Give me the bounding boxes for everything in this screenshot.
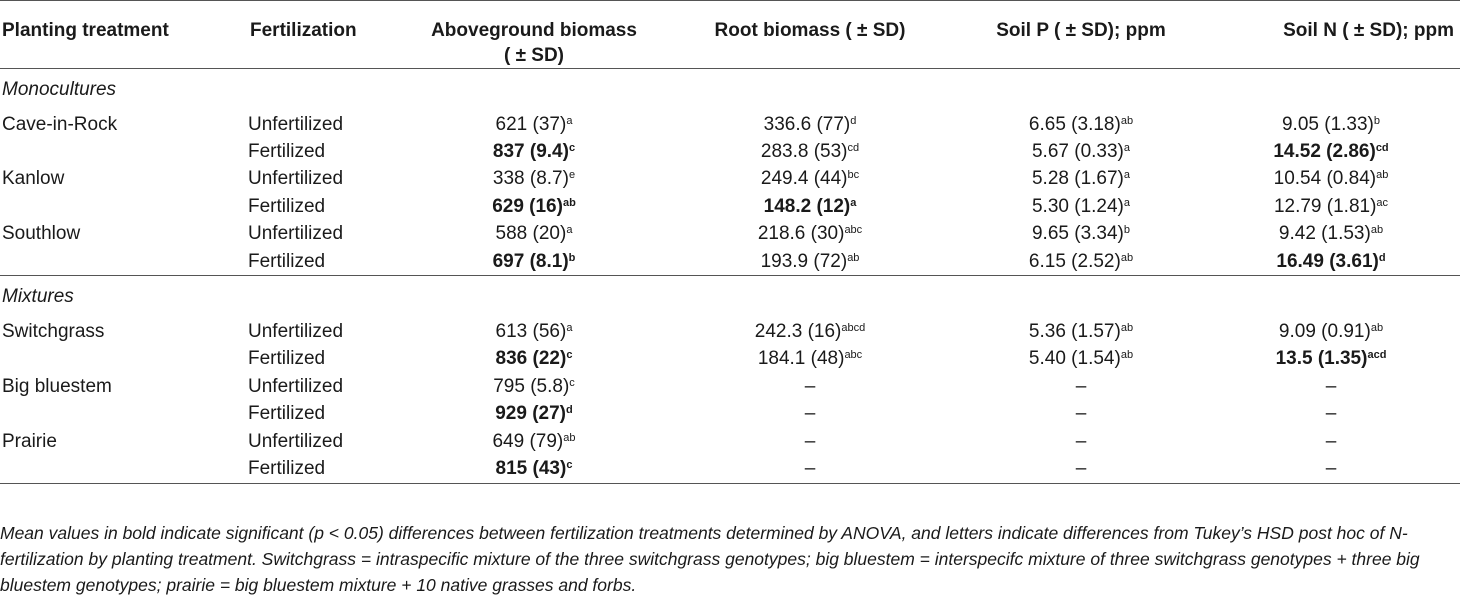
significance-letters: ab	[1370, 321, 1384, 334]
table-row	[0, 138, 1460, 165]
significance-letters: c	[568, 142, 576, 155]
planting-treatment-cell	[0, 138, 248, 165]
cell-value: 9.65 (3.34)	[1031, 223, 1124, 245]
significance-letters: bc	[847, 169, 860, 182]
cell-value: 621 (37)	[495, 113, 567, 135]
cell-value: 218.6 (30)	[757, 223, 845, 245]
aboveground-biomass-cell	[408, 221, 660, 248]
table-row	[0, 111, 1460, 138]
soil-p-cell	[960, 373, 1202, 400]
significance-letters: a	[850, 196, 857, 209]
soil-p-cell	[960, 166, 1202, 193]
section-label: Mixtures	[0, 276, 1460, 319]
significance-letters: a	[566, 321, 573, 334]
table-header	[0, 1, 1460, 69]
planting-treatment-cell	[0, 401, 248, 428]
cell-value: –	[804, 375, 816, 397]
fertilization-cell: Fertilized	[248, 250, 326, 272]
aboveground-biomass-cell	[408, 138, 660, 165]
aboveground-biomass-cell	[408, 193, 660, 220]
significance-letters: ab	[847, 251, 860, 264]
significance-letters: ab	[1120, 114, 1134, 127]
planting-treatment-cell: Cave-in-Rock	[2, 113, 118, 135]
root-biomass-cell	[660, 166, 960, 193]
aboveground-biomass-cell	[408, 346, 660, 373]
soil-n-cell	[1202, 346, 1460, 373]
soil-p-cell	[960, 111, 1202, 138]
cell-value: 613 (56)	[495, 321, 567, 343]
header-aboveground-line1: Aboveground biomass	[431, 20, 637, 41]
cell-value: –	[804, 430, 816, 452]
cell-value: –	[1075, 403, 1087, 425]
cell-value: 148.2 (12)	[763, 195, 851, 217]
soil-n-cell	[1202, 401, 1460, 428]
cell-value: –	[1325, 458, 1337, 480]
soil-p-cell	[960, 401, 1202, 428]
cell-value: 5.40 (1.54)	[1028, 348, 1121, 370]
cell-value: 5.36 (1.57)	[1028, 321, 1121, 343]
planting-treatment-cell	[0, 193, 248, 220]
header-root-biomass: Root biomass ( ± SD)	[660, 1, 960, 69]
cell-value: 929 (27)	[495, 403, 567, 425]
fertilization-cell: Unfertilized	[248, 430, 344, 452]
soil-p-cell	[960, 193, 1202, 220]
aboveground-biomass-cell	[408, 166, 660, 193]
fertilization-cell: Unfertilized	[248, 168, 344, 190]
soil-p-cell	[960, 248, 1202, 276]
significance-letters: acd	[1367, 349, 1387, 362]
significance-letters: c	[566, 349, 573, 362]
planting-treatment-cell	[0, 455, 248, 484]
aboveground-biomass-cell	[408, 373, 660, 400]
root-biomass-cell	[660, 455, 960, 484]
cell-value: 697 (8.1)	[492, 250, 569, 272]
significance-letters: ab	[1370, 224, 1384, 237]
section-row	[0, 276, 1460, 319]
soil-n-cell	[1202, 193, 1460, 220]
soil-p-cell	[960, 346, 1202, 373]
cell-value: 5.30 (1.24)	[1031, 195, 1124, 217]
significance-letters: abc	[844, 349, 863, 362]
cell-value: 16.49 (3.61)	[1276, 250, 1379, 272]
cell-value: –	[1325, 375, 1337, 397]
header-planting-treatment: Planting treatment	[0, 1, 248, 69]
root-biomass-cell	[660, 138, 960, 165]
table-footnote: Mean values in bold indicate significant (p < 0.05) differences between fertilization treatments determined by ANOVA, and letters indicate differences from Tukey’s HSD post hoc of N-fertilization by planting treatment. Switchgrass = intraspecific mixture of the three switchgrass genotypes; big bluestem = interspecifc mixture of three switchgrass genotypes + three big bluestem genotypes; prairie = big bluestem mixture + 10 native grasses and forbs.	[0, 523, 1420, 595]
cell-value: 6.65 (3.18)	[1028, 113, 1121, 135]
soil-p-cell	[960, 428, 1202, 455]
table-row	[0, 346, 1460, 373]
soil-p-cell	[960, 221, 1202, 248]
fertilization-cell: Fertilized	[248, 403, 326, 425]
significance-letters: ab	[1120, 321, 1134, 334]
planting-treatment-cell: Big bluestem	[2, 375, 112, 397]
cell-value: 336.6 (77)	[763, 113, 851, 135]
fertilization-cell: Fertilized	[248, 141, 326, 163]
cell-value: 9.05 (1.33)	[1281, 113, 1374, 135]
root-biomass-cell	[660, 318, 960, 345]
table-row	[0, 221, 1460, 248]
cell-value: 5.28 (1.67)	[1031, 168, 1124, 190]
significance-letters: b	[568, 251, 576, 264]
significance-letters: a	[1123, 169, 1131, 182]
aboveground-biomass-cell	[408, 401, 660, 428]
fertilization-cell: Fertilized	[248, 455, 408, 484]
table-row	[0, 373, 1460, 400]
table-body	[0, 69, 1460, 484]
soil-n-cell	[1202, 221, 1460, 248]
significance-letters: a	[566, 114, 573, 127]
table-row	[0, 401, 1460, 428]
root-biomass-cell	[660, 373, 960, 400]
cell-value: 14.52 (2.86)	[1273, 141, 1376, 163]
soil-p-cell	[960, 318, 1202, 345]
cell-value: 9.42 (1.53)	[1278, 223, 1371, 245]
cell-value: 5.67 (0.33)	[1031, 141, 1124, 163]
cell-value: –	[1075, 375, 1087, 397]
table-row	[0, 455, 1460, 484]
significance-letters: a	[1123, 196, 1131, 209]
fertilization-cell: Fertilized	[248, 348, 326, 370]
cell-value: 9.09 (0.91)	[1278, 321, 1371, 343]
cell-value: 13.5 (1.35)	[1275, 348, 1368, 370]
significance-letters: ab	[1120, 349, 1134, 362]
cell-value: 629 (16)	[492, 195, 563, 217]
cell-value: 249.4 (44)	[760, 168, 848, 190]
header-row	[0, 1, 1460, 69]
soil-p-cell	[960, 455, 1202, 484]
fertilization-cell: Unfertilized	[248, 321, 344, 343]
fertilization-cell: Fertilized	[248, 195, 326, 217]
soil-n-cell	[1202, 111, 1460, 138]
planting-treatment-cell: Southlow	[2, 223, 81, 245]
soil-n-cell	[1202, 166, 1460, 193]
cell-value: 837 (9.4)	[492, 141, 569, 163]
table-row	[0, 318, 1460, 345]
cell-value: 6.15 (2.52)	[1028, 250, 1121, 272]
planting-treatment-cell: Switchgrass	[2, 321, 105, 343]
significance-letters: ab	[1376, 169, 1389, 182]
aboveground-biomass-cell	[408, 318, 660, 345]
significance-letters: abcd	[841, 321, 866, 334]
significance-letters: ab	[1120, 251, 1134, 264]
section-row	[0, 69, 1460, 112]
fertilization-cell: Unfertilized	[248, 375, 344, 397]
significance-letters: d	[566, 404, 573, 417]
significance-letters: ab	[563, 431, 576, 444]
significance-letters: d	[1378, 251, 1386, 264]
significance-letters: ac	[1376, 196, 1389, 209]
aboveground-biomass-cell	[408, 111, 660, 138]
significance-letters: b	[1373, 114, 1381, 127]
cell-value: 242.3 (16)	[754, 321, 842, 343]
cell-value: –	[804, 458, 816, 480]
aboveground-biomass-cell	[408, 248, 660, 276]
cell-value: –	[1325, 403, 1337, 425]
header-fertilization: Fertilization	[248, 1, 408, 69]
significance-letters: cd	[847, 142, 860, 155]
fertilization-cell: Unfertilized	[248, 223, 344, 245]
significance-letters: c	[566, 459, 573, 472]
table-row	[0, 428, 1460, 455]
table-row	[0, 193, 1460, 220]
root-biomass-cell	[660, 111, 960, 138]
cell-value: 10.54 (0.84)	[1273, 168, 1377, 190]
cell-value: –	[1325, 430, 1337, 452]
significance-letters: cd	[1375, 142, 1389, 155]
significance-letters: abc	[844, 224, 863, 237]
significance-letters: ab	[562, 196, 576, 209]
fertilization-cell: Unfertilized	[248, 113, 344, 135]
cell-value: –	[804, 403, 816, 425]
root-biomass-cell	[660, 248, 960, 276]
cell-value: 338 (8.7)	[492, 168, 569, 190]
header-soil-p: Soil P ( ± SD); ppm	[960, 1, 1202, 69]
significance-letters: d	[850, 114, 857, 127]
section-label: Monocultures	[2, 79, 117, 100]
significance-letters: a	[1123, 142, 1131, 155]
root-biomass-cell	[660, 428, 960, 455]
cell-value: 193.9 (72)	[760, 250, 848, 272]
cell-value: 795 (5.8)	[493, 375, 570, 397]
soil-p-cell	[960, 138, 1202, 165]
table-row	[0, 166, 1460, 193]
planting-treatment-cell: Kanlow	[2, 168, 65, 190]
cell-value: 836 (22)	[495, 348, 567, 370]
root-biomass-cell	[660, 401, 960, 428]
root-biomass-cell	[660, 193, 960, 220]
cell-value: –	[1075, 458, 1087, 480]
soil-n-cell	[1202, 138, 1460, 165]
soil-n-cell	[1202, 373, 1460, 400]
soil-n-cell	[1202, 318, 1460, 345]
planting-treatment-cell	[0, 346, 248, 373]
cell-value: 588 (20)	[495, 223, 567, 245]
cell-value: 12.79 (1.81)	[1273, 195, 1377, 217]
aboveground-biomass-cell	[408, 428, 660, 455]
header-aboveground-biomass	[408, 1, 660, 69]
aboveground-biomass-cell	[408, 455, 660, 484]
cell-value: –	[1075, 430, 1087, 452]
significance-letters: b	[1123, 224, 1131, 237]
root-biomass-cell	[660, 346, 960, 373]
soil-n-cell	[1202, 248, 1460, 276]
soil-n-cell	[1202, 428, 1460, 455]
cell-value: 815 (43)	[495, 458, 567, 480]
significance-letters: c	[569, 376, 575, 389]
header-aboveground-line2: ( ± SD)	[503, 45, 565, 66]
header-soil-n: Soil N ( ± SD); ppm	[1202, 1, 1460, 69]
cell-value: 283.8 (53)	[760, 141, 848, 163]
soil-n-cell	[1202, 455, 1460, 484]
root-biomass-cell	[660, 221, 960, 248]
significance-letters: e	[568, 169, 576, 182]
significance-letters: a	[566, 224, 573, 237]
cell-value: 649 (79)	[492, 430, 564, 452]
planting-treatment-cell: Prairie	[2, 430, 57, 452]
cell-value: 184.1 (48)	[757, 348, 845, 370]
planting-treatment-cell	[0, 248, 248, 276]
table-row	[0, 248, 1460, 276]
